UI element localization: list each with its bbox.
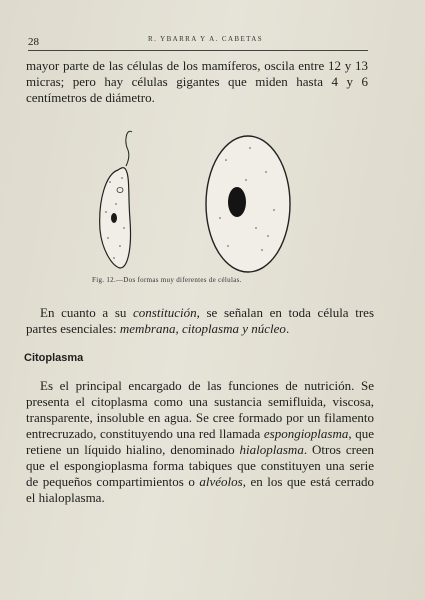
flagellate-cell — [100, 131, 132, 268]
alveolos-term: alvéolos — [199, 474, 243, 489]
espongioplasma-term: espongioplasma — [263, 426, 349, 441]
constitution-paragraph — [26, 305, 374, 337]
oval-cell — [206, 136, 290, 272]
constitution-text-1: En cuanto a su — [40, 305, 134, 320]
cell-parts-terms: membrana, citoplasma y núcleo — [119, 321, 286, 336]
running-head: R. YBARRA Y A. CABETAS — [148, 35, 264, 43]
hialoplasma-term: hialoplasma — [239, 442, 304, 457]
constitution-text-2: , se señalan en toda célula tres partes esenciales: — [26, 305, 375, 336]
constitution-text-3: . — [285, 321, 290, 336]
citoplasma-paragraph — [26, 378, 374, 506]
page-header — [28, 34, 368, 51]
section-title: Citoplasma — [24, 352, 84, 364]
citoplasma-text-2: , que retiene un líquido hialino, denominado — [26, 426, 374, 457]
page-number: 28 — [28, 36, 39, 48]
figure-caption: Fig. 12.—Dos formas muy diferentes de células. — [92, 276, 242, 284]
cells-illustration — [80, 120, 350, 280]
constitution-term: constitución — [133, 305, 197, 320]
citoplasma-text-4: , en los que está cerrado el hialoplasma. — [26, 474, 374, 505]
citoplasma-text-3: . Otros creen que el espongioplasma forma tabiques que constituyen una serie de pequeños compartimientos o — [26, 442, 374, 489]
citoplasma-text-1: Es el principal encargado de las funciones de nutrición. Se presenta el citoplasma como una sustancia semifluida, viscosa, transparente, insoluble en agua. Se cree formado por un filamento entrecruzado, constituyendo una red llamada — [26, 378, 374, 441]
intro-paragraph: mayor parte de las células de los mamíferos, oscila entre 12 y 13 micras; pero hay células gigantes que miden hasta 4 y 6 centímetros de diámetro. — [26, 58, 368, 105]
